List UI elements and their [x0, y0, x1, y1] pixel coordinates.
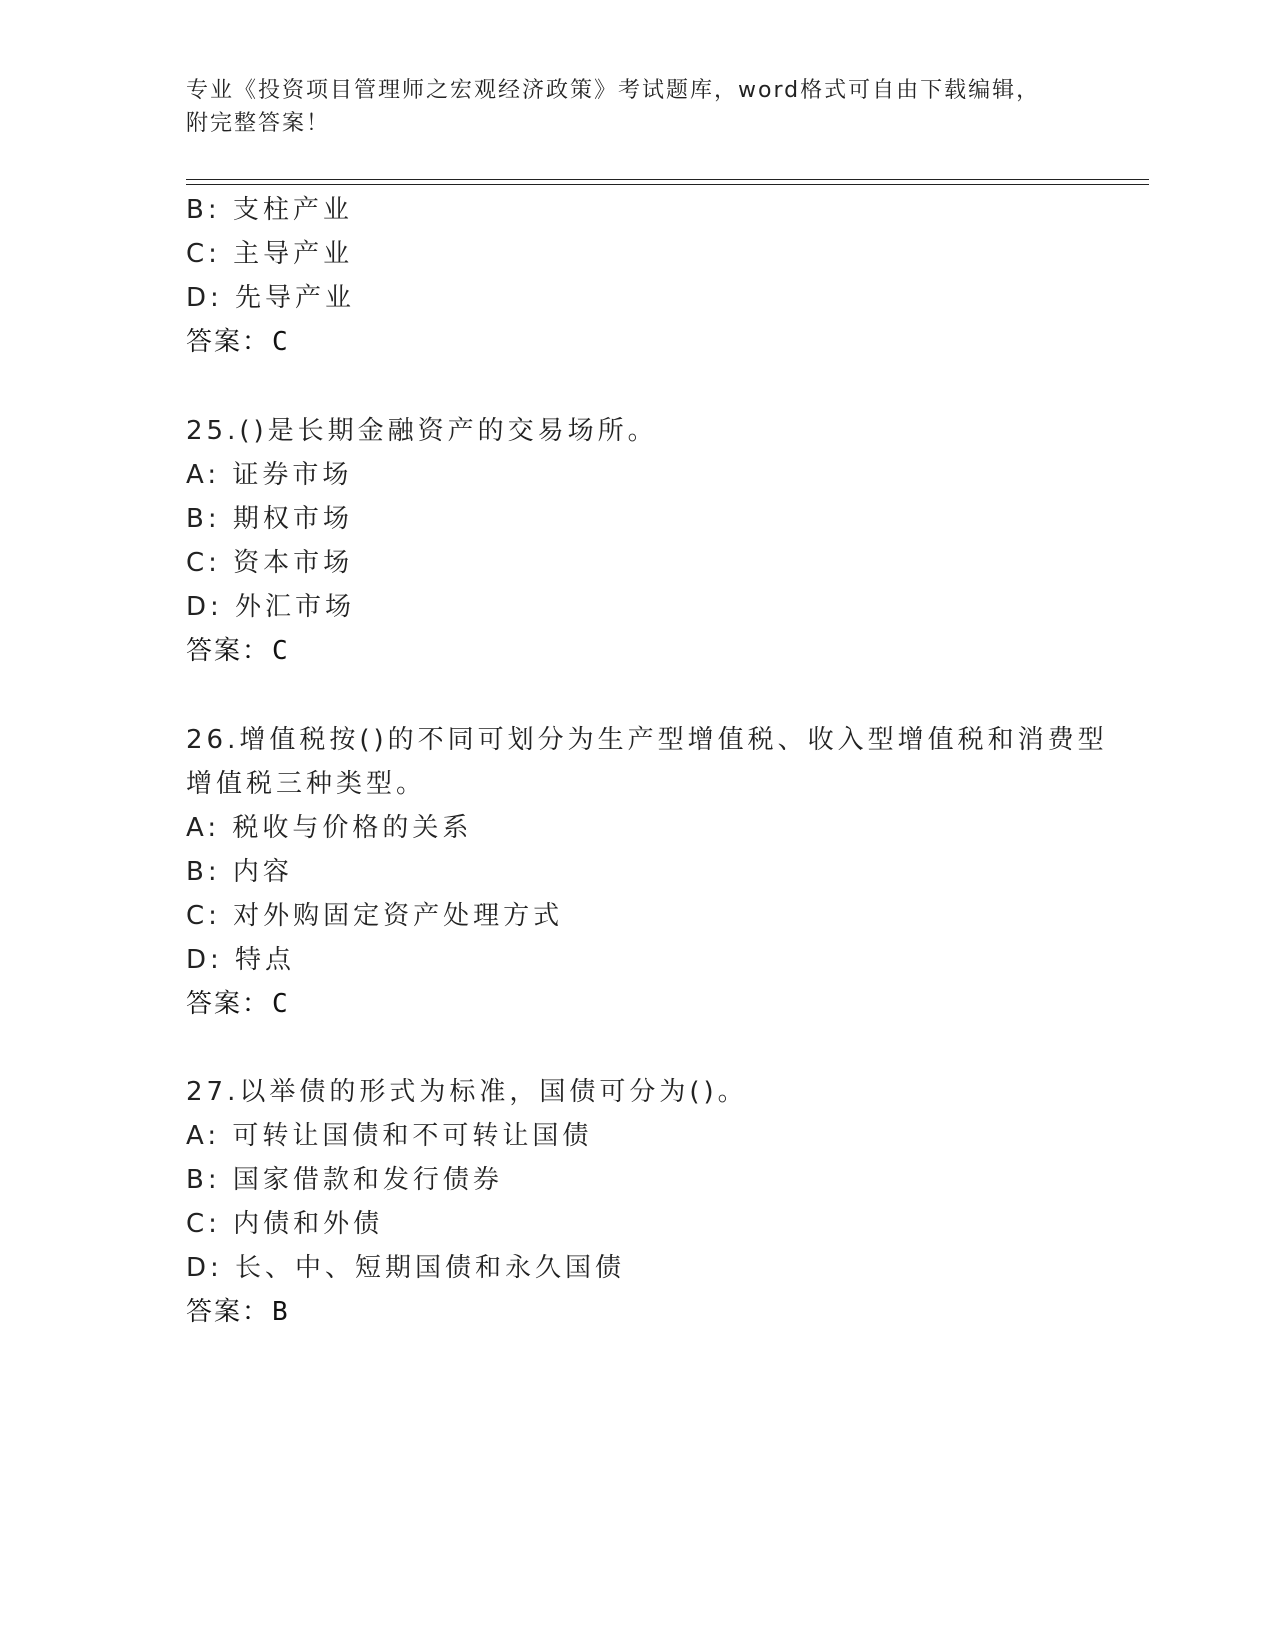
q24-answer [186, 324, 288, 360]
header-line-1: 专业《投资项目管理师之宏观经济政策》考试题库，word格式可自由下载编辑， [186, 78, 1041, 103]
q27-option-d: D: 长、中、短期国债和永久国债 [186, 1253, 626, 1283]
answer-label: 答案： [186, 989, 271, 1019]
q25-option-d: D: 外汇市场 [186, 592, 356, 622]
q26-option-d: D: 特点 [186, 945, 296, 975]
q24-option-d: D: 先导产业 [186, 283, 356, 313]
q25-answer [186, 633, 288, 669]
q26-stem-line-2: 增值税三种类型。 [186, 769, 427, 799]
q27-option-b: B: 国家借款和发行债券 [186, 1165, 503, 1195]
q27-option-c: C: 内债和外债 [186, 1209, 384, 1239]
q24-option-c: C: 主导产业 [186, 239, 354, 269]
answer-value: C [272, 636, 288, 666]
document-header [186, 74, 1086, 140]
answer-value: C [272, 327, 288, 357]
header-divider-bottom [186, 184, 1149, 185]
answer-label: 答案： [186, 636, 271, 666]
q26-option-c: C: 对外购固定资产处理方式 [186, 901, 564, 931]
q26-option-a: A: 税收与价格的关系 [186, 813, 473, 843]
header-divider-top [186, 179, 1149, 180]
q25-option-b: B: 期权市场 [186, 504, 353, 534]
q26-stem-line-1: 26.增值税按()的不同可划分为生产型增值税、收入型增值税和消费型 [186, 725, 1108, 755]
header-line-2: 附完整答案！ [186, 111, 331, 136]
q26-answer [186, 986, 288, 1022]
q25-option-a: A: 证券市场 [186, 460, 353, 490]
q25-stem: 25.()是长期金融资产的交易场所。 [186, 416, 658, 446]
answer-label: 答案： [186, 1297, 271, 1327]
q27-answer [186, 1294, 288, 1330]
q27-stem: 27.以举债的形式为标准，国债可分为()。 [186, 1077, 748, 1107]
q25-option-c: C: 资本市场 [186, 548, 354, 578]
answer-label: 答案： [186, 327, 271, 357]
q24-option-b: B: 支柱产业 [186, 195, 353, 225]
q26-option-b: B: 内容 [186, 857, 293, 887]
q27-option-a: A: 可转让国债和不可转让国债 [186, 1121, 593, 1151]
answer-value: C [272, 989, 288, 1019]
answer-value: B [272, 1297, 288, 1327]
